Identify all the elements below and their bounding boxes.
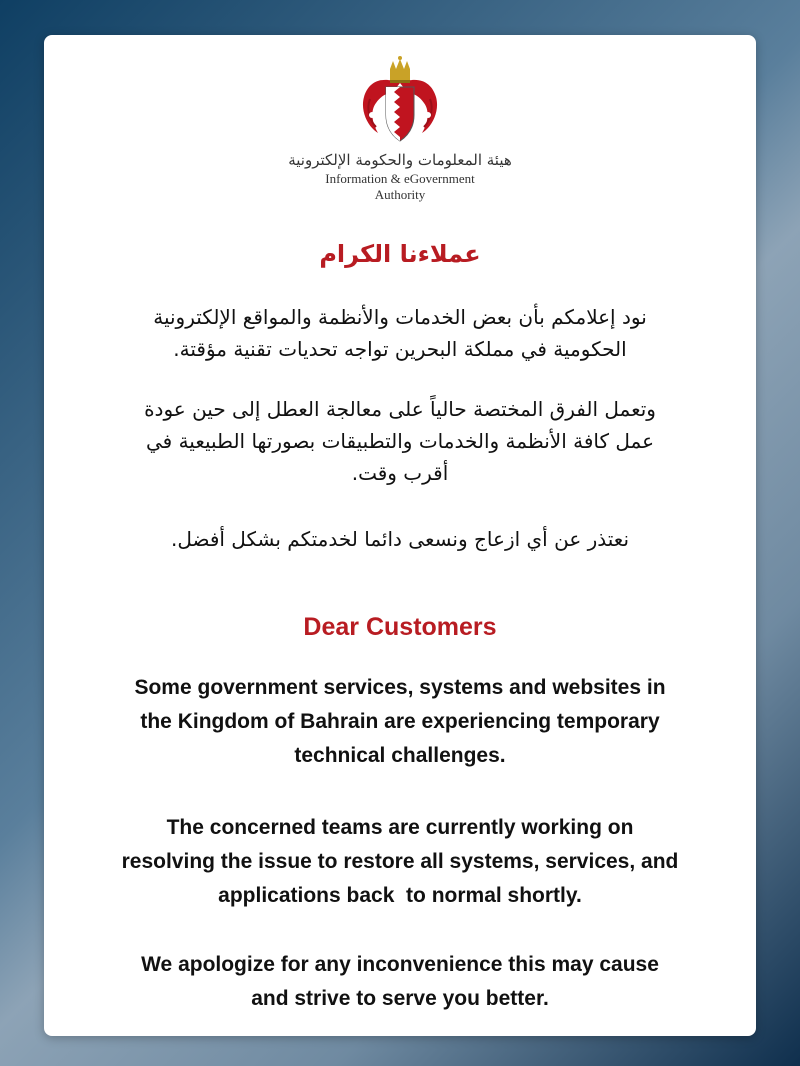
authority-name-line1: Information & eGovernment <box>325 171 475 186</box>
english-p2-line2: resolving the issue to restore all systems, services, and <box>121 850 679 873</box>
english-p1-line2: the Kingdom of Bahrain are experiencing temporary <box>140 710 660 733</box>
english-p1-line3: technical challenges. <box>294 744 506 767</box>
arabic-p2-line1: وتعمل الفرق المختصة حالياً على معالجة العطل إلى حين عودة <box>144 397 656 421</box>
english-paragraph-1 <box>64 671 736 773</box>
notice-card <box>44 35 756 1036</box>
english-p1-line1: Some government services, systems and websites in <box>134 676 666 699</box>
authority-name-english <box>300 171 500 203</box>
english-p3-line1: We apologize for any inconvenience this may cause <box>141 953 659 976</box>
english-paragraph-2 <box>64 811 736 913</box>
arabic-heading: عملاءنا الكرام <box>319 240 481 268</box>
bahrain-emblem-icon <box>350 53 450 149</box>
authority-logo <box>44 53 756 203</box>
arabic-p2-line3: أقرب وقت. <box>351 461 449 485</box>
arabic-p1-line1: نود إعلامكم بأن بعض الخدمات والأنظمة والمواقع الإلكترونية <box>153 305 647 329</box>
arabic-paragraph-2 <box>84 393 716 489</box>
arabic-p2-line2: عمل كافة الأنظمة والخدمات والتطبيقات بصورتها الطبيعية في <box>145 429 655 453</box>
english-p3-line2: and strive to serve you better. <box>251 987 549 1010</box>
arabic-p3-line1: نعتذر عن أي ازعاج ونسعى دائما لخدمتكم بشكل أفضل. <box>170 527 630 551</box>
authority-name-arabic: هيئة المعلومات والحكومة الإلكترونية <box>288 151 512 169</box>
english-heading: Dear Customers <box>303 613 497 641</box>
english-p2-line3: applications back to normal shortly. <box>218 884 582 907</box>
authority-name-line2: Authority <box>374 187 426 202</box>
arabic-paragraph-1 <box>84 301 716 365</box>
english-p2-line1: The concerned teams are currently working on <box>166 816 634 839</box>
english-paragraph-3 <box>64 948 736 1016</box>
arabic-p1-line2: الحكومية في مملكة البحرين تواجه تحديات تقنية مؤقتة. <box>173 337 627 361</box>
arabic-paragraph-3 <box>84 523 716 555</box>
